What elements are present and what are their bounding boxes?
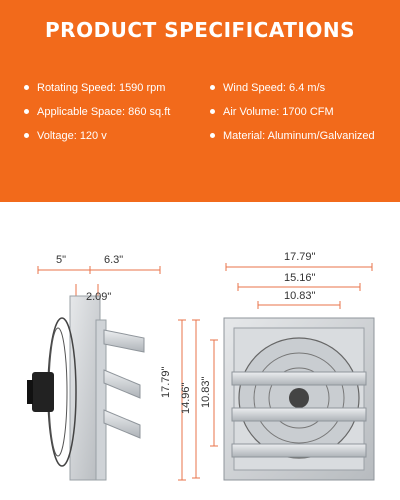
spec-applicable-space-text: Applicable Space: 860 sq.ft (37, 106, 171, 118)
dim-depth-back: 6.3" (104, 254, 124, 266)
dim-outer-height: 14.96" (180, 382, 192, 414)
spec-air-volume-text: Air Volume: 1700 CFM (223, 106, 334, 118)
dim-side-height: 17.79" (160, 366, 172, 398)
spec-voltage-text: Voltage: 120 v (37, 130, 107, 142)
dim-mid-width: 15.16" (284, 272, 316, 284)
dim-outer-width: 17.79" (284, 251, 316, 263)
dim-flange: 2.09" (86, 291, 112, 303)
fan-side-view-icon (27, 296, 144, 480)
page-title: PRODUCT SPECIFICATIONS (45, 18, 355, 42)
dim-inner-width: 10.83" (284, 290, 316, 302)
spec-wind-speed-text: Wind Speed: 6.4 m/s (223, 82, 326, 94)
dim-depth-front: 5" (56, 254, 67, 266)
fan-front-view-icon (224, 318, 374, 480)
dim-inner-height: 10.83" (200, 376, 212, 408)
spec-rotating-speed-text: Rotating Speed: 1590 rpm (37, 82, 166, 94)
spec-material-text: Material: Aluminum/Galvanized (223, 130, 375, 142)
